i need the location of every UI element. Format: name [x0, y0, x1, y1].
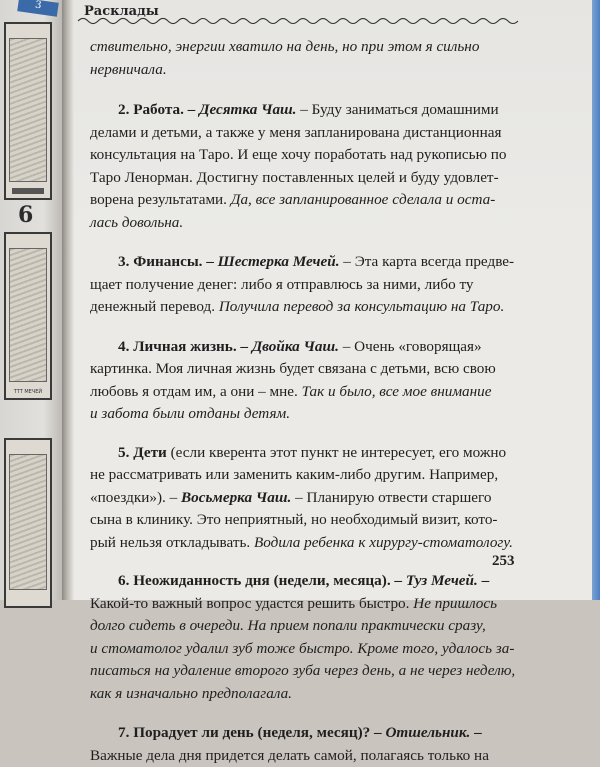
- text-line: [90, 144, 522, 167]
- wavy-rule: [78, 14, 518, 28]
- text-run: лась довольна.: [90, 214, 183, 231]
- text-run: 7. Порадует ли день (неделя, месяц)? –: [118, 724, 385, 741]
- text-run: –: [478, 572, 489, 589]
- text-run: ворена результатами.: [90, 191, 231, 208]
- text-run: Не пришлось: [413, 595, 497, 612]
- paragraph: [90, 336, 522, 426]
- text-line: [90, 593, 522, 616]
- book-page: [74, 0, 600, 600]
- page-tab: 3: [17, 0, 59, 17]
- card-illustration: [9, 454, 47, 590]
- paragraph-gap: [90, 319, 522, 336]
- paragraph: [90, 251, 522, 319]
- text-run: денежный перевод.: [90, 298, 219, 315]
- text-run: –: [470, 724, 481, 741]
- card-illustration: [9, 248, 47, 382]
- tarot-card-middle: [4, 232, 52, 400]
- text-run: Таро Ленорман. Достигну поставленных целей и буду удовлет-: [90, 169, 499, 186]
- text-run: – Буду заниматься домашними: [296, 101, 498, 118]
- text-run: Так и было, все мое внимание: [302, 383, 492, 400]
- text-run: сына в клинику. Это неприятный, но необходимый визит, кото-: [90, 511, 498, 528]
- paragraph-gap: [90, 426, 522, 442]
- text-run: 5. Дети: [118, 444, 167, 461]
- text-run: – Очень «говорящая»: [339, 338, 482, 355]
- text-line: [90, 381, 522, 404]
- text-run: 2. Работа. –: [118, 101, 199, 118]
- text-line: [90, 274, 522, 297]
- tarot-card-top: [4, 22, 52, 200]
- paragraph: [90, 722, 522, 767]
- text-line: [90, 722, 522, 745]
- text-line: [90, 570, 522, 593]
- card-caption-bar: [12, 188, 44, 194]
- text-run: консультация на Таро. И еще хочу поработать над рукописью по: [90, 146, 506, 163]
- text-line: [90, 36, 522, 59]
- page-edge: [592, 0, 600, 600]
- text-line: [90, 122, 522, 145]
- paragraph: [90, 99, 522, 234]
- paragraph-gap: [90, 81, 522, 99]
- text-run: Важные дела дня придется делать самой, полагаясь только на: [90, 747, 489, 764]
- text-line: [90, 683, 522, 706]
- text-run: Шестерка Мечей.: [218, 253, 340, 270]
- text-run: Какой-то важный вопрос удастся решить быстро.: [90, 595, 413, 612]
- text-line: [90, 212, 522, 235]
- text-run: рый нельзя откладывать.: [90, 534, 254, 551]
- card-number: 6: [18, 202, 33, 228]
- text-run: как я изначально предполагала.: [90, 685, 292, 702]
- card-illustration: [9, 38, 47, 182]
- text-line: [90, 638, 522, 661]
- text-line: [90, 251, 522, 274]
- paragraph: [90, 570, 522, 705]
- text-run: «поездки»). –: [90, 489, 181, 506]
- text-run: щает получение денег: либо я отправлюсь за ними, либо ту: [90, 276, 474, 293]
- text-line: [90, 59, 522, 82]
- text-line: [90, 487, 522, 510]
- text-run: не рассматривать или заменить каким-либо другим. Например,: [90, 466, 498, 483]
- text-line: [90, 509, 522, 532]
- text-line: [90, 745, 522, 767]
- paragraph: [90, 36, 522, 81]
- text-run: Восьмерка Чаш.: [181, 489, 291, 506]
- book-gutter: [62, 0, 74, 600]
- text-line: [90, 167, 522, 190]
- text-run: (если кверента этот пункт не интересует, его можно: [167, 444, 506, 461]
- text-run: Отшельник.: [385, 724, 470, 741]
- text-run: – Эта карта всегда предве-: [340, 253, 515, 270]
- text-run: нервничала.: [90, 61, 167, 78]
- paragraph: [90, 442, 522, 555]
- paragraph-gap: [90, 234, 522, 251]
- body-text: [90, 36, 522, 767]
- text-run: 3. Финансы. –: [118, 253, 218, 270]
- text-run: Двойка Чаш.: [252, 338, 339, 355]
- running-title: Расклады: [84, 4, 159, 19]
- text-line: [90, 99, 522, 122]
- text-line: [90, 189, 522, 212]
- text-run: картинка. Моя личная жизнь будет связана с детьми, всю свою: [90, 360, 496, 377]
- text-line: [90, 336, 522, 359]
- text-run: 6. Неожиданность дня (недели, месяца). –: [118, 572, 406, 589]
- text-run: Водила ребенка к хирургу-стоматологу.: [254, 534, 513, 551]
- text-run: – Планирую отвести старшего: [291, 489, 491, 506]
- text-run: и забота были отданы детям.: [90, 405, 290, 422]
- text-run: Туз Мечей.: [406, 572, 478, 589]
- text-line: [90, 358, 522, 381]
- text-run: Десятка Чаш.: [199, 101, 296, 118]
- text-run: Да, все запланированное сделала и оста-: [231, 191, 496, 208]
- text-line: [90, 532, 522, 555]
- text-line: [90, 464, 522, 487]
- text-run: и стоматолог удалил зуб тоже быстро. Кроме того, удалось за-: [90, 640, 514, 657]
- paragraph-gap: [90, 705, 522, 722]
- previous-page: [0, 0, 62, 600]
- text-run: делами и детьми, а также у меня запланирована дистанционная: [90, 124, 502, 141]
- text-run: ствительно, энергии хватило на день, но при этом я сильно: [90, 38, 479, 55]
- page-number: 253: [492, 553, 515, 570]
- text-run: писаться на удаление второго зуба через день, а не через неделю,: [90, 662, 515, 679]
- text-run: Получила перевод за консультацию на Таро.: [219, 298, 504, 315]
- text-line: [90, 403, 522, 426]
- card-caption: TTT МЕЧЕЙ: [10, 389, 46, 395]
- text-line: [90, 615, 522, 638]
- text-run: любовь я отдам им, а они – мне.: [90, 383, 302, 400]
- text-run: долго сидеть в очереди. На прием попали практически сразу,: [90, 617, 486, 634]
- text-run: 4. Личная жизнь. –: [118, 338, 252, 355]
- paragraph-gap: [90, 554, 522, 570]
- tarot-card-bottom: [4, 438, 52, 608]
- text-line: [90, 660, 522, 683]
- text-line: [90, 296, 522, 319]
- text-line: [90, 442, 522, 465]
